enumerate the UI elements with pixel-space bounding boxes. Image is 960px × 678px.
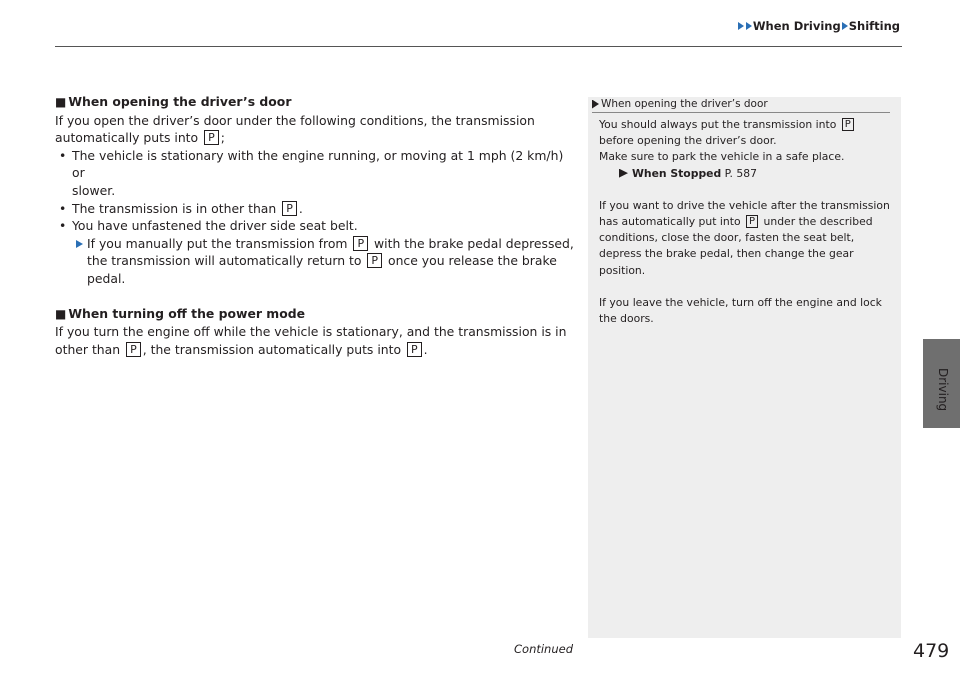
sidebar-text: the doors. (599, 312, 654, 326)
gear-p-icon: P (204, 130, 219, 145)
gear-p-icon: P (282, 201, 297, 216)
list-item-continuation: slower. (72, 182, 116, 198)
paragraph: other than P , the transmission automatically puts into P . (55, 341, 428, 357)
sidebar-text: has automatically put into P under the described (599, 215, 873, 229)
sidebar-text: depress the brake pedal, then change the gear (599, 247, 854, 261)
gear-p-icon: P (353, 236, 368, 251)
gear-p-icon: P (367, 253, 382, 268)
breadcrumb-arrow-icon (738, 22, 744, 30)
list-item: • You have unfastened the driver side seat belt. (55, 217, 575, 235)
list-item: • The transmission is in other than P . (55, 200, 575, 218)
sub-note: If you manually put the transmission from P with the brake pedal depressed, (55, 235, 575, 253)
cross-reference-icon (619, 169, 628, 178)
sidebar-text: position. (599, 263, 646, 277)
breadcrumb-item-shifting[interactable]: Shifting (848, 19, 900, 33)
sidebar-text: before opening the driver’s door. (599, 134, 777, 148)
header-rule (55, 46, 902, 47)
gear-p-icon: P (407, 342, 422, 357)
sub-note-continuation: pedal. (87, 270, 126, 286)
gear-p-icon: P (842, 118, 854, 131)
list-item: • The vehicle is stationary with the engine running, or moving at 1 mph (2 km/h) or (55, 147, 575, 182)
main-content (55, 93, 575, 358)
section-heading-power-mode: ■ When turning off the power mode (55, 305, 305, 321)
sidebar-heading: When opening the driver’s door (592, 97, 890, 113)
cross-reference-link[interactable]: When Stopped P. 587 (599, 166, 891, 182)
sidebar-note (588, 97, 901, 638)
sub-note-continuation: the transmission will automatically return to P once you release the brake (87, 253, 557, 269)
page-number: 479 (913, 640, 950, 662)
gear-p-icon: P (746, 215, 758, 228)
gear-p-icon: P (126, 342, 141, 357)
breadcrumb-item-when-driving[interactable]: When Driving (752, 19, 841, 33)
paragraph: If you open the driver’s door under the following conditions, the transmission (55, 112, 535, 128)
reference-marker-icon (592, 100, 599, 109)
paragraph: If you turn the engine off while the vehicle is stationary, and the transmission is in (55, 324, 567, 340)
paragraph: automatically puts into P ; (55, 130, 225, 146)
note-arrow-icon (76, 240, 83, 248)
section-heading-drivers-door: ■ When opening the driver’s door (55, 94, 292, 109)
sidebar-text: conditions, close the door, fasten the seat belt, (599, 231, 855, 245)
sidebar-text: Make sure to park the vehicle in a safe place. (599, 150, 845, 164)
sidebar-text: If you leave the vehicle, turn off the engine and lock (599, 295, 882, 309)
breadcrumb-arrow-icon (746, 22, 752, 30)
section-tab-label: Driving (936, 368, 950, 412)
sidebar-body (588, 113, 901, 327)
breadcrumb-arrow-icon (842, 22, 848, 30)
sidebar-text: You should always put the transmission into P (599, 117, 891, 133)
breadcrumb (737, 19, 900, 33)
sidebar-text: If you want to drive the vehicle after the transmission (599, 198, 890, 212)
continued-label: Continued (514, 642, 574, 656)
